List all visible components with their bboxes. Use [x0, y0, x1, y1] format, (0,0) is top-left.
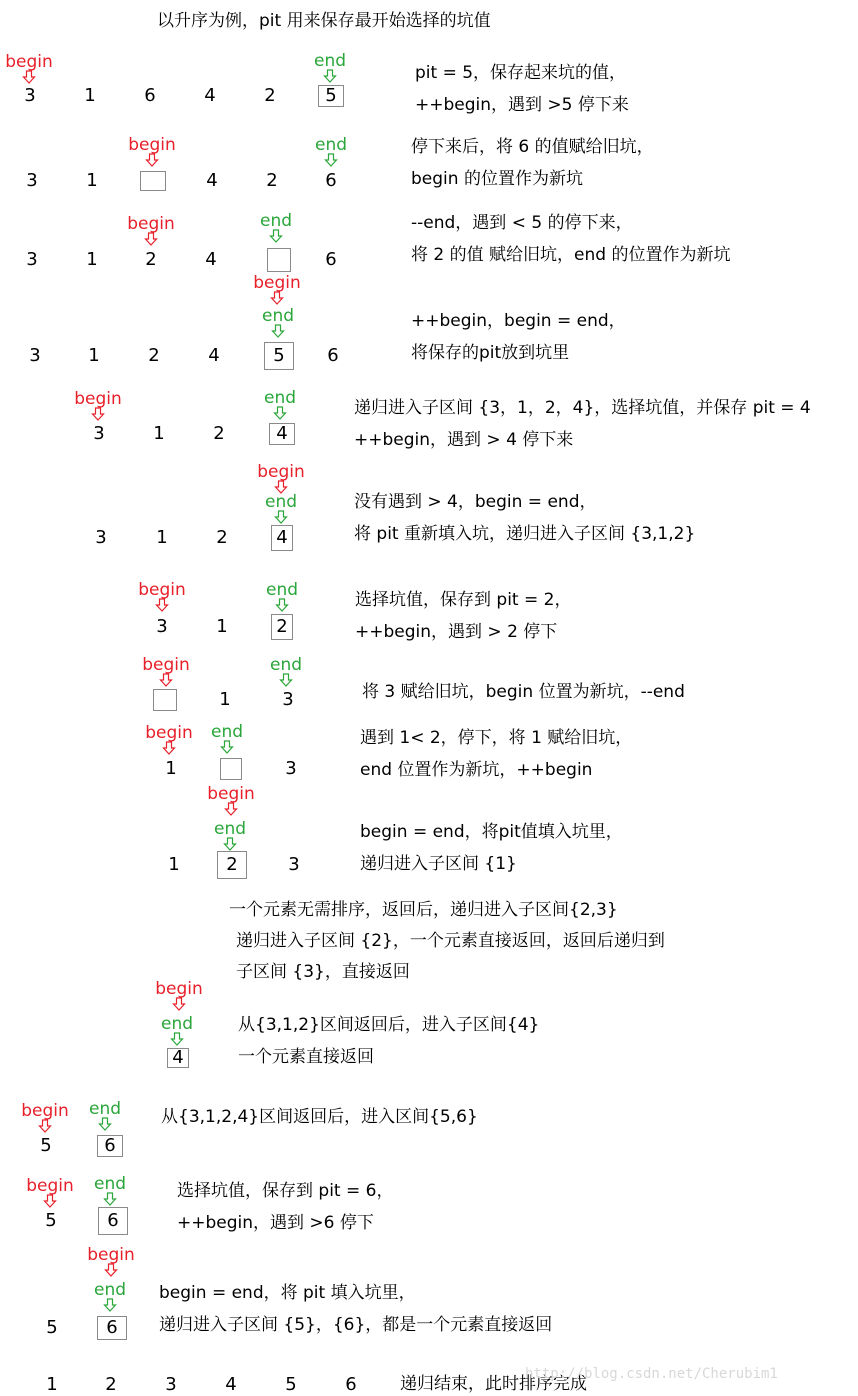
array-value: 1 — [86, 249, 98, 270]
array-value: 5 — [285, 1374, 297, 1395]
array-value: 5 — [45, 1210, 57, 1231]
step-description: 递归进入子区间 {5}，{6}，都是一个元素直接返回 — [159, 1315, 553, 1335]
end-label: end — [88, 1099, 122, 1119]
begin-arrow-icon — [43, 1194, 57, 1208]
step-description: 递归结束，此时排序完成 — [400, 1374, 587, 1394]
array-value: 3 — [288, 854, 300, 875]
array-value: 4 — [208, 345, 220, 366]
array-value: 1 — [84, 85, 96, 106]
pit-value: 4 — [276, 423, 288, 444]
begin-label: begin — [142, 655, 190, 675]
begin-label: begin — [155, 979, 203, 999]
step-description: ++begin，遇到 >6 停下 — [177, 1213, 374, 1233]
end-arrow-icon — [103, 1298, 117, 1312]
step-description: 将 3 赋给旧坑，begin 位置为新坑，--end — [362, 682, 685, 702]
step-description: 子区间 {3}，直接返回 — [236, 962, 410, 982]
step-description: 停下来后，将 6 的值赋给旧坑， — [411, 137, 654, 157]
begin-label: begin — [26, 1176, 74, 1196]
pit-value: 6 — [104, 1135, 116, 1156]
end-arrow-icon — [103, 1192, 117, 1206]
step-description: 一个元素直接返回 — [238, 1047, 374, 1067]
begin-label: begin — [128, 135, 176, 155]
array-value: 4 — [206, 170, 218, 191]
end-arrow-icon — [220, 740, 234, 754]
end-label: end — [269, 655, 303, 675]
pit-value: 2 — [226, 854, 238, 875]
step-description: 将 pit 重新填入坑，递归进入子区间 {3,1,2} — [354, 524, 696, 544]
array-value: 4 — [204, 85, 216, 106]
array-value: 3 — [93, 423, 105, 444]
pit-box — [140, 171, 166, 191]
begin-arrow-icon — [38, 1119, 52, 1133]
begin-arrow-icon — [144, 232, 158, 246]
array-value: 3 — [24, 85, 36, 106]
begin-label: begin — [145, 723, 193, 743]
array-value: 2 — [264, 85, 276, 106]
end-arrow-icon — [98, 1117, 112, 1131]
array-value: 1 — [86, 170, 98, 191]
array-value: 3 — [165, 1374, 177, 1395]
step-description: 一个元素无需排序，返回后，递归进入子区间{2,3} — [229, 900, 618, 920]
begin-arrow-icon — [155, 598, 169, 612]
array-value: 3 — [29, 345, 41, 366]
begin-label: begin — [87, 1245, 135, 1265]
begin-label: begin — [5, 52, 53, 72]
array-value: 5 — [40, 1135, 52, 1156]
begin-arrow-icon — [172, 997, 186, 1011]
array-value: 3 — [285, 758, 297, 779]
step-description: 将保存的pit放到坑里 — [411, 343, 570, 363]
begin-arrow-icon — [22, 70, 36, 84]
pit-box — [153, 689, 177, 711]
array-value: 1 — [216, 616, 228, 637]
begin-arrow-icon — [145, 153, 159, 167]
step-description: 从{3,1,2,4}区间返回后，进入区间{5,6} — [161, 1107, 478, 1127]
end-arrow-icon — [273, 406, 287, 420]
array-value: 1 — [156, 527, 168, 548]
begin-arrow-icon — [91, 407, 105, 421]
step-description: 没有遇到 > 4，begin = end， — [354, 492, 597, 512]
step-description: ++begin，遇到 >5 停下来 — [415, 95, 629, 115]
end-arrow-icon — [279, 673, 293, 687]
step-description: pit = 5，保存起来坑的值， — [415, 63, 627, 83]
end-label: end — [265, 580, 299, 600]
step-description: ++begin，遇到 > 2 停下 — [355, 622, 558, 642]
array-value: 2 — [148, 345, 160, 366]
end-label: end — [264, 492, 298, 512]
step-description: 递归进入子区间 {3，1，2，4}，选择坑值，并保存 pit = 4 — [354, 398, 811, 418]
array-value: 3 — [156, 616, 168, 637]
array-value: 5 — [46, 1317, 58, 1338]
array-value: 1 — [153, 423, 165, 444]
array-value: 6 — [325, 170, 337, 191]
step-description: end 位置作为新坑，++begin — [360, 760, 593, 780]
begin-arrow-icon — [224, 802, 238, 816]
end-label: end — [160, 1014, 194, 1034]
array-value: 6 — [345, 1374, 357, 1395]
array-value: 4 — [225, 1374, 237, 1395]
end-arrow-icon — [324, 153, 338, 167]
begin-label: begin — [21, 1101, 69, 1121]
end-arrow-icon — [223, 837, 237, 851]
pit-box — [267, 248, 291, 272]
begin-label: begin — [74, 389, 122, 409]
step-description: 选择坑值，保存到 pit = 2， — [355, 590, 572, 610]
end-label: end — [210, 722, 244, 742]
pit-value: 4 — [276, 527, 288, 548]
array-value: 2 — [266, 170, 278, 191]
array-value: 6 — [325, 249, 337, 270]
array-value: 2 — [216, 527, 228, 548]
end-label: end — [263, 388, 297, 408]
end-label: end — [93, 1280, 127, 1300]
begin-label: begin — [257, 462, 305, 482]
begin-arrow-icon — [104, 1263, 118, 1277]
begin-label: begin — [207, 784, 255, 804]
step-description: 遇到 1< 2，停下，将 1 赋给旧坑， — [360, 728, 633, 748]
array-value: 1 — [165, 758, 177, 779]
pit-box — [220, 758, 242, 780]
step-description: ++begin，遇到 > 4 停下来 — [354, 430, 574, 450]
begin-label: begin — [127, 214, 175, 234]
pit-value: 5 — [273, 345, 285, 366]
begin-arrow-icon — [159, 673, 173, 687]
array-value: 1 — [219, 689, 231, 710]
array-value: 3 — [26, 170, 38, 191]
pit-value: 6 — [107, 1210, 119, 1231]
array-value: 3 — [26, 249, 38, 270]
watermark: http://blog.csdn.net/Cherubim1 — [525, 1366, 778, 1382]
end-arrow-icon — [323, 69, 337, 83]
end-arrow-icon — [274, 510, 288, 524]
end-label: end — [313, 51, 347, 71]
end-label: end — [93, 1174, 127, 1194]
step-description: begin 的位置作为新坑 — [411, 169, 583, 189]
page-title: 以升序为例，pit 用来保存最开始选择的坑值 — [157, 11, 491, 31]
step-description: begin = end，将pit值填入坑里， — [360, 822, 623, 842]
array-value: 4 — [205, 249, 217, 270]
end-label: end — [261, 306, 295, 326]
array-value: 3 — [95, 527, 107, 548]
pit-value: 5 — [325, 85, 337, 106]
pit-value: 6 — [106, 1317, 118, 1338]
step-description: 递归进入子区间 {1} — [360, 854, 517, 874]
end-arrow-icon — [271, 324, 285, 338]
array-value: 2 — [213, 423, 225, 444]
step-description: --end，遇到 < 5 的停下来， — [411, 213, 633, 233]
step-description: 从{3,1,2}区间返回后，进入子区间{4} — [238, 1015, 540, 1035]
end-arrow-icon — [275, 598, 289, 612]
step-description: ++begin，begin = end， — [411, 311, 626, 331]
array-value: 3 — [282, 689, 294, 710]
end-arrow-icon — [170, 1032, 184, 1046]
array-value: 2 — [105, 1374, 117, 1395]
end-label: end — [213, 819, 247, 839]
end-label: end — [314, 135, 348, 155]
step-description: 选择坑值，保存到 pit = 6， — [177, 1181, 394, 1201]
pit-value: 4 — [172, 1047, 184, 1068]
begin-label: begin — [138, 580, 186, 600]
begin-arrow-icon — [270, 291, 284, 305]
begin-label: begin — [253, 273, 301, 293]
pit-value: 2 — [276, 616, 288, 637]
end-label: end — [259, 211, 293, 231]
array-value: 6 — [327, 345, 339, 366]
array-value: 2 — [145, 249, 157, 270]
end-arrow-icon — [269, 229, 283, 243]
step-description: 递归进入子区间 {2}，一个元素直接返回，返回后递归到 — [236, 931, 665, 951]
array-value: 1 — [168, 854, 180, 875]
step-description: 将 2 的值 赋给旧坑，end 的位置作为新坑 — [411, 245, 731, 265]
begin-arrow-icon — [162, 741, 176, 755]
array-value: 6 — [144, 85, 156, 106]
array-value: 1 — [46, 1374, 58, 1395]
array-value: 1 — [88, 345, 100, 366]
step-description: begin = end，将 pit 填入坑里， — [159, 1283, 416, 1303]
